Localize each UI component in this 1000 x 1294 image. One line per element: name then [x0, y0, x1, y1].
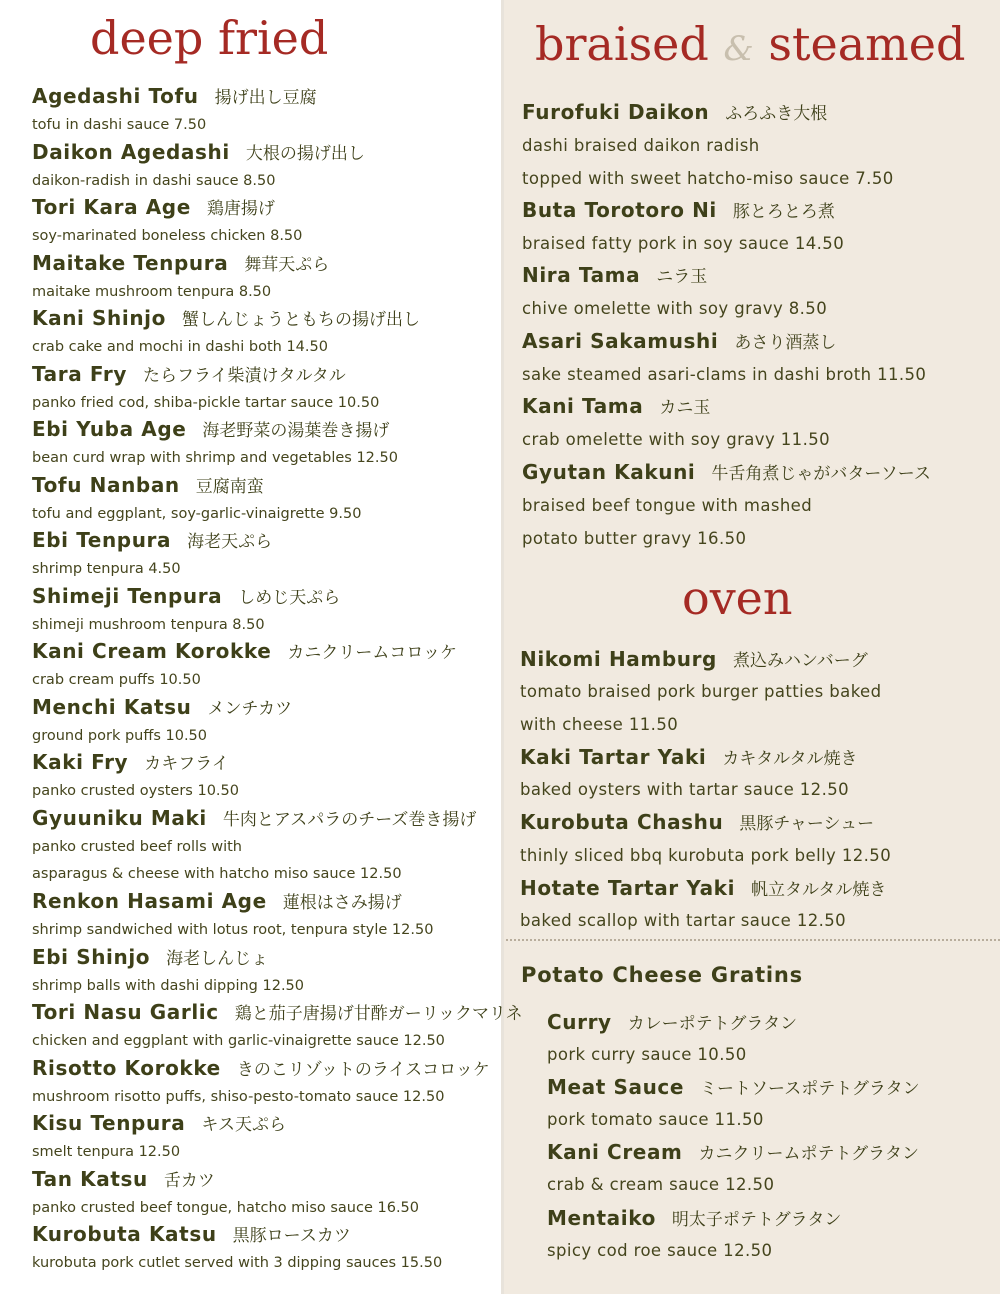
menu-item-description-line2: topped with sweet hatcho-miso sauce 7.50: [522, 169, 894, 188]
menu-item-name: Kaki Tartar Yaki カキタルタル焼き: [520, 745, 858, 769]
menu-item-description: ground pork puffs 10.50: [32, 728, 208, 744]
menu-item-description: braised beef tongue with mashed: [522, 496, 813, 515]
gratins-heading: Potato Cheese Gratins: [521, 963, 803, 987]
menu-item-name: Ebi Tenpura 海老天ぷら: [32, 528, 273, 552]
menu-item-name: Kurobuta Katsu 黒豚ロースカツ: [32, 1222, 351, 1246]
section-divider: [506, 939, 1000, 941]
menu-item-name: Furofuki Daikon ふろふき大根: [522, 100, 828, 124]
menu-item-name: Kani Shinjo 蟹しんじょうともちの揚げ出し: [32, 306, 420, 330]
menu-item-description: smelt tenpura 12.50: [32, 1144, 181, 1160]
menu-item-name: Menchi Katsu メンチカツ: [32, 695, 293, 719]
menu-item-description: shrimp balls with dashi dipping 12.50: [32, 978, 305, 994]
menu-item-name: Maitake Tenpura 舞茸天ぷら: [32, 251, 330, 275]
menu-item-name: Nira Tama ニラ玉: [522, 263, 708, 287]
menu-item-description: thinly sliced bbq kurobuta pork belly 12.50: [520, 846, 892, 865]
menu-item-description: shrimp sandwiched with lotus root, tenpura style 12.50: [32, 922, 434, 938]
menu-item-name: Kisu Tenpura キス天ぷら: [32, 1111, 287, 1135]
deep-fried-heading: deep fried: [90, 11, 329, 65]
column-divider: [501, 0, 504, 1294]
menu-item-name: Meat Sauce ミートソースポテトグラタン: [547, 1075, 920, 1099]
menu-item-description: crab cake and mochi in dashi both 14.50: [32, 339, 328, 355]
menu-item-name: Tan Katsu 舌カツ: [32, 1167, 215, 1191]
braised-steamed-heading: braised & steamed: [535, 17, 966, 71]
menu-item-description: kurobuta pork cutlet served with 3 dipping sauces 15.50: [32, 1255, 443, 1271]
menu-item-description: panko crusted oysters 10.50: [32, 783, 239, 799]
menu-item-description-line2: with cheese 11.50: [520, 715, 679, 734]
menu-item-name: Curry カレーポテトグラタン: [547, 1010, 798, 1034]
menu-item-name: Kani Cream Korokke カニクリームコロッケ: [32, 639, 458, 663]
menu-item-name: Asari Sakamushi あさり酒蒸し: [522, 329, 837, 353]
menu-item-description: daikon-radish in dashi sauce 8.50: [32, 173, 276, 189]
menu-item-description: tofu in dashi sauce 7.50: [32, 117, 207, 133]
menu-item-description: crab omelette with soy gravy 11.50: [522, 430, 831, 449]
menu-item-name: Tofu Nanban 豆腐南蛮: [32, 473, 264, 497]
menu-item-description: soy-marinated boneless chicken 8.50: [32, 228, 303, 244]
menu-item-name: Tori Nasu Garlic 鶏と茄子唐揚げ甘酢ガーリックマリネ: [32, 1000, 523, 1024]
menu-item-description-line2: asparagus & cheese with hatcho miso sauce 12.50: [32, 866, 402, 882]
menu-item-name: Shimeji Tenpura しめじ天ぷら: [32, 584, 341, 608]
menu-item-name: Daikon Agedashi 大根の揚げ出し: [32, 140, 365, 164]
menu-item-description: tofu and eggplant, soy-garlic-vinaigrette 9.50: [32, 506, 362, 522]
menu-item-description: baked oysters with tartar sauce 12.50: [520, 780, 850, 799]
menu-item-description: tomato braised pork burger patties baked: [520, 682, 882, 701]
menu-item-name: Renkon Hasami Age 蓮根はさみ揚げ: [32, 889, 402, 913]
menu-item-name: Kani Tama カニ玉: [522, 394, 711, 418]
menu-item-name: Kaki Fry カキフライ: [32, 750, 229, 774]
menu-item-description: chive omelette with soy gravy 8.50: [522, 299, 828, 318]
menu-item-name: Kani Cream カニクリームポテトグラタン: [547, 1140, 919, 1164]
menu-item-description: panko fried cod, shiba-pickle tartar sauce 10.50: [32, 395, 380, 411]
menu-item-description: maitake mushroom tenpura 8.50: [32, 284, 272, 300]
menu-item-name: Gyuuniku Maki 牛肉とアスパラのチーズ巻き揚げ: [32, 806, 477, 830]
menu-item-description: shimeji mushroom tenpura 8.50: [32, 617, 265, 633]
menu-item-description: sake steamed asari-clams in dashi broth 11.50: [522, 365, 927, 384]
menu-item-description: pork curry sauce 10.50: [547, 1045, 747, 1064]
menu-item-description: pork tomato sauce 11.50: [547, 1110, 764, 1129]
menu-item-description: dashi braised daikon radish: [522, 136, 760, 155]
menu-item-name: Buta Torotoro Ni 豚とろとろ煮: [522, 198, 835, 222]
menu-item-description: mushroom risotto puffs, shiso-pesto-tomato sauce 12.50: [32, 1089, 445, 1105]
menu-item-name: Hotate Tartar Yaki 帆立タルタル焼き: [520, 876, 887, 900]
menu-item-name: Agedashi Tofu 揚げ出し豆腐: [32, 84, 317, 108]
oven-heading: oven: [682, 571, 793, 625]
menu-item-description: braised fatty pork in soy sauce 14.50: [522, 234, 845, 253]
menu-item-name: Risotto Korokke きのこリゾットのライスコロッケ: [32, 1056, 490, 1080]
menu-item-description-line2: potato butter gravy 16.50: [522, 529, 747, 548]
menu-item-description: spicy cod roe sauce 12.50: [547, 1241, 773, 1260]
menu-item-name: Gyutan Kakuni 牛舌角煮じゃがバターソース: [522, 460, 931, 484]
menu-item-description: baked scallop with tartar sauce 12.50: [520, 911, 847, 930]
menu-item-description: crab cream puffs 10.50: [32, 672, 201, 688]
menu-item-name: Ebi Yuba Age 海老野菜の湯葉巻き揚げ: [32, 417, 390, 441]
menu-item-name: Ebi Shinjo 海老しんじょ: [32, 945, 269, 969]
menu-item-description: panko crusted beef rolls with: [32, 839, 242, 855]
menu-item-description: panko crusted beef tongue, hatcho miso sauce 16.50: [32, 1200, 420, 1216]
menu-item-description: shrimp tenpura 4.50: [32, 561, 181, 577]
menu-item-description: chicken and eggplant with garlic-vinaigrette sauce 12.50: [32, 1033, 445, 1049]
menu-item-name: Tori Kara Age 鶏唐揚げ: [32, 195, 275, 219]
menu-item-name: Kurobuta Chashu 黒豚チャーシュー: [520, 810, 875, 834]
menu-item-name: Tara Fry たらフライ柴漬けタルタル: [32, 362, 346, 386]
menu-item-description: crab & cream sauce 12.50: [547, 1175, 775, 1194]
menu-item-name: Nikomi Hamburg 煮込みハンバーグ: [520, 647, 868, 671]
menu-item-description: bean curd wrap with shrimp and vegetables 12.50: [32, 450, 398, 466]
menu-item-name: Mentaiko 明太子ポテトグラタン: [547, 1206, 842, 1230]
